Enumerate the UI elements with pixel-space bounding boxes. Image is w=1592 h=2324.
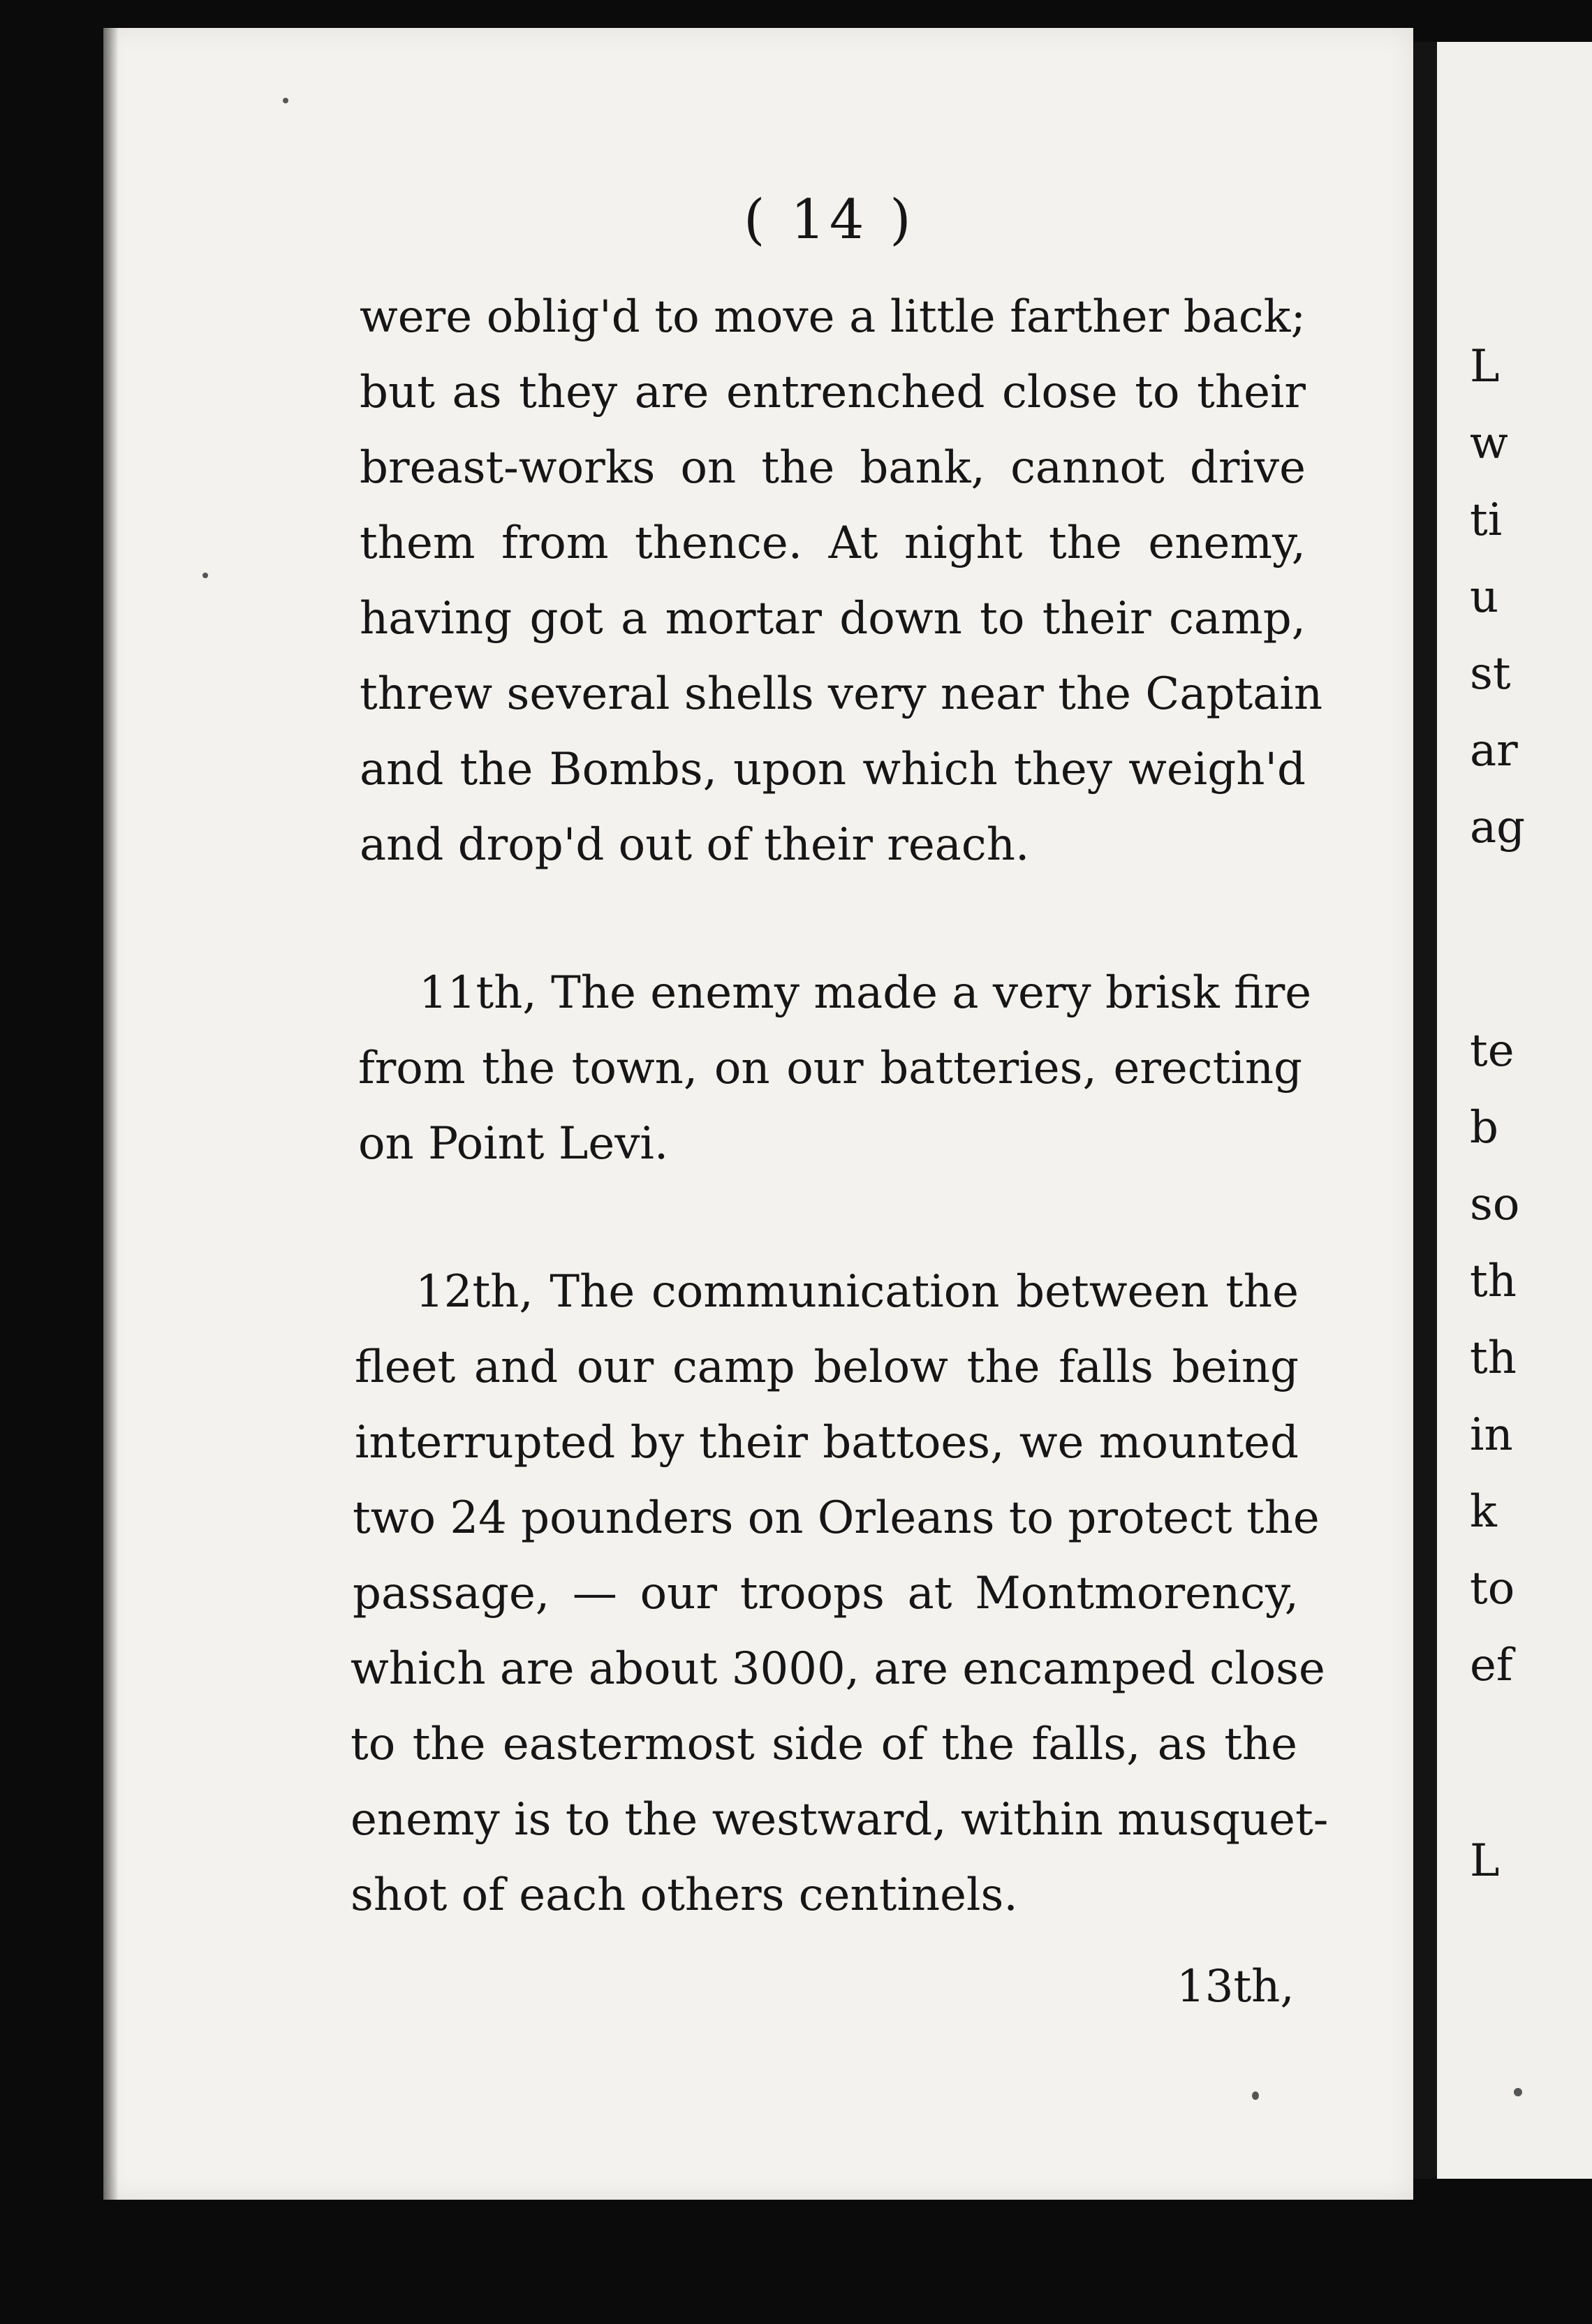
text-line: and the Bombs, upon which they weigh'd [360,744,1306,795]
facing-page-fragment: th [1470,1332,1517,1384]
text-line: threw several shells very near the Captain [360,668,1323,720]
facing-page-fragment: ti [1470,494,1503,546]
facing-page-fragment: u [1470,571,1499,623]
facing-page-fragment: L [1470,341,1500,392]
text-line: enemy is to the westward, within musquet- [351,1794,1329,1846]
text-line: shot of each others centinels. [351,1869,1018,1921]
text-line: fleet and our camp below the falls being [355,1341,1299,1393]
facing-page-fragment: ef [1470,1640,1513,1691]
text-line: to the eastermost side of the falls, as the [351,1719,1297,1770]
paper-speck [202,573,208,578]
text-line: having got a mortar down to their camp, [360,593,1306,645]
facing-page-fragment: w [1470,418,1508,469]
text-line: on Point Levi. [358,1118,669,1170]
text-line: from the town, on our batteries, erecting [358,1043,1302,1094]
text-line: 11th, The enemy made a very brisk fire [419,967,1312,1019]
facing-page-fragment: ag [1470,802,1526,853]
text-line: and drop'd out of their reach. [360,819,1030,871]
catchword: 13th, [1177,1961,1295,2013]
facing-page-fragment: st [1470,648,1511,700]
paper-speck [1252,2091,1259,2100]
facing-page-fragment: so [1470,1179,1520,1230]
facing-page-fragment: te [1470,1025,1514,1077]
text-line: them from thence. At night the enemy, [360,517,1306,569]
page-number: ( 14 ) [744,189,915,251]
facing-page-fragment: b [1470,1102,1498,1154]
text-line: passage, — our troops at Montmorency, [353,1568,1299,1619]
facing-page-fragment: th [1470,1256,1517,1307]
facing-page-fragment: k [1470,1486,1497,1538]
text-line: which are about 3000, are encamped close [351,1643,1325,1695]
paper-speck [1514,2088,1522,2096]
text-line: two 24 pounders on Orleans to protect the [353,1492,1320,1544]
text-line: breast-works on the bank, cannot drive [360,442,1306,494]
text-line: 12th, The communication between the [415,1266,1299,1318]
facing-page-fragment: L [1470,1835,1500,1887]
text-line: but as they are entrenched close to their [360,367,1306,418]
text-line: interrupted by their battoes, we mounted [355,1417,1299,1469]
facing-page-fragment: in [1470,1409,1513,1461]
facing-page-fragment: to [1470,1563,1515,1615]
facing-page-fragment: ar [1470,725,1518,777]
paper-speck [283,98,288,103]
text-line: were oblig'd to move a little farther back; [360,291,1306,343]
